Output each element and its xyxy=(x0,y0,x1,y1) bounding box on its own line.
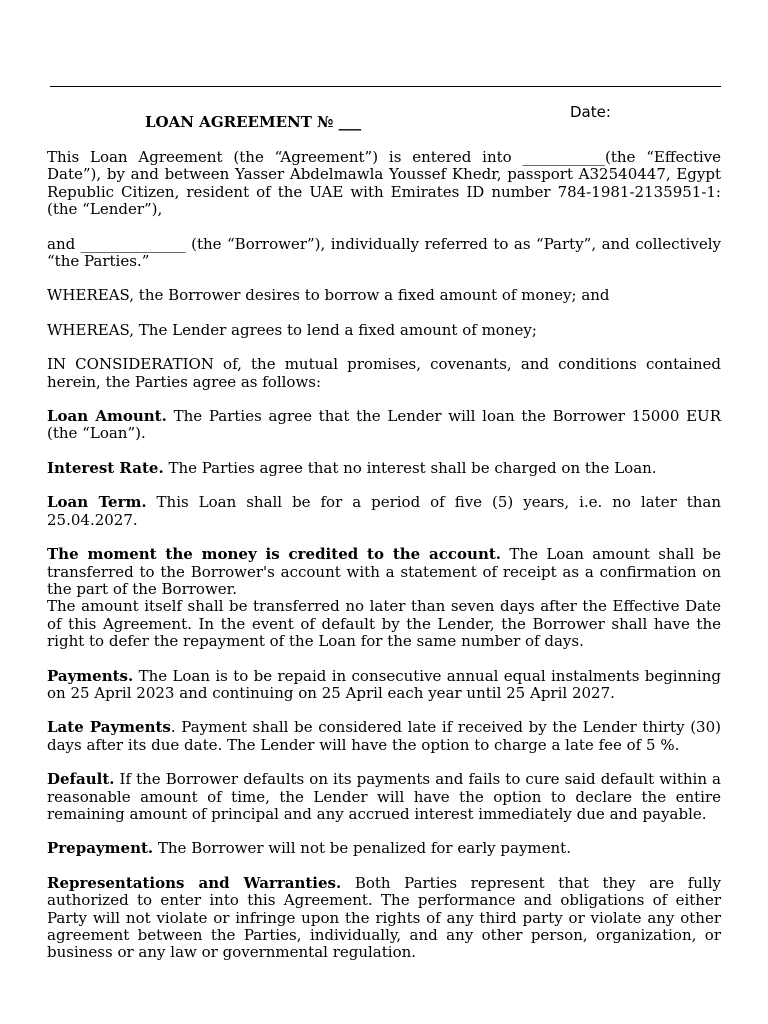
loan-amount-text: The Parties agree that the Lender will loan the Borrower 15000 EUR (the “Loan”). xyxy=(47,407,721,443)
interest-rate-heading: Interest Rate. xyxy=(47,458,164,477)
interest-rate-text: The Parties agree that no interest shall be charged on the Loan. xyxy=(163,458,657,477)
late-payments-text: . Payment shall be considered late if received by the Lender thirty (30) days after its due date. The Lender will have the option to charge a late fee of 5 %. xyxy=(47,718,721,754)
date-label: Date: xyxy=(570,103,611,121)
whereas-lender-paragraph: WHEREAS, The Lender agrees to lend a fixed amount of money; xyxy=(47,320,537,339)
intro-paragraph: This Loan Agreement (the “Agreement”) is entered into ___________(the “Effective Date”), by and between Yasser Abdelmawla Youssef Khedr, passport A32540447, Egypt Republic Citizen, resident of the UAE with Emirates ID number 784-1981-2135951-1: (the “Lender”), xyxy=(47,148,721,219)
prepayment-text: The Borrower will not be penalized for early payment. xyxy=(153,839,571,858)
prepayment-clause xyxy=(47,840,721,857)
credited-heading: The moment the money is credited to the account. xyxy=(47,545,502,564)
representations-clause xyxy=(47,875,721,962)
whereas-borrower-paragraph: WHEREAS, the Borrower desires to borrow a fixed amount of money; and xyxy=(47,286,610,305)
loan-term-heading: Loan Term. xyxy=(47,493,147,512)
default-clause xyxy=(47,771,721,823)
document-title: LOAN AGREEMENT № ___ xyxy=(145,113,362,131)
borrower-paragraph: and ______________ (the “Borrower”), individually referred to as “Party”, and collectively “the Parties.” xyxy=(47,234,721,271)
loan-term-text: This Loan shall be for a period of five (5) years, i.e. no later than 25.04.2027. xyxy=(47,493,721,529)
consideration-paragraph: IN CONSIDERATION of, the mutual promises, covenants, and conditions contained herein, the Parties agree as follows: xyxy=(47,355,721,391)
credited-clause-continued: The amount itself shall be transferred no later than seven days after the Effective Date of this Agreement. In the event of default by the Lender, the Borrower shall have the right to defer the repayment of the Loan for the same number of days. xyxy=(47,597,721,651)
prepayment-heading: Prepayment. xyxy=(47,839,154,858)
loan-amount-heading: Loan Amount. xyxy=(47,407,167,426)
credited-text: The Loan amount shall be transferred to the Borrower's account with a statement of receipt as a confirmation on the part of the Borrower. xyxy=(47,545,721,598)
payments-text: The Loan is to be repaid in consecutive annual equal instalments beginning on 25 April 2023 and continuing on 25 April each year until 25 April 2027. xyxy=(47,666,721,702)
representations-heading: Representations and Warranties. xyxy=(47,873,342,892)
header-rule xyxy=(50,86,721,87)
agreement-body xyxy=(47,149,721,979)
late-payments-clause xyxy=(47,719,721,754)
payments-heading: Payments. xyxy=(47,666,134,685)
default-heading: Default. xyxy=(47,770,115,789)
payments-clause xyxy=(47,668,721,703)
late-payments-heading: Late Payments xyxy=(47,718,171,737)
default-text: If the Borrower defaults on its payments and fails to cure said default within a reasonable amount of time, the Lender will have the option to declare the entire remaining amount of principal and any accrued interest immediately due and payable. xyxy=(47,770,721,823)
credited-clause xyxy=(47,546,721,598)
interest-rate-clause xyxy=(47,460,721,477)
representations-text: Both Parties represent that they are fully authorized to enter into this Agreement. The performance and obligations of either Party will not violate or infringe upon the rights of any third party or violate any other agreement between the Parties, individually, and any other person, organization, or business or any law or governmental regulation. xyxy=(47,873,721,962)
loan-amount-clause xyxy=(47,408,721,443)
loan-term-clause xyxy=(47,494,721,529)
